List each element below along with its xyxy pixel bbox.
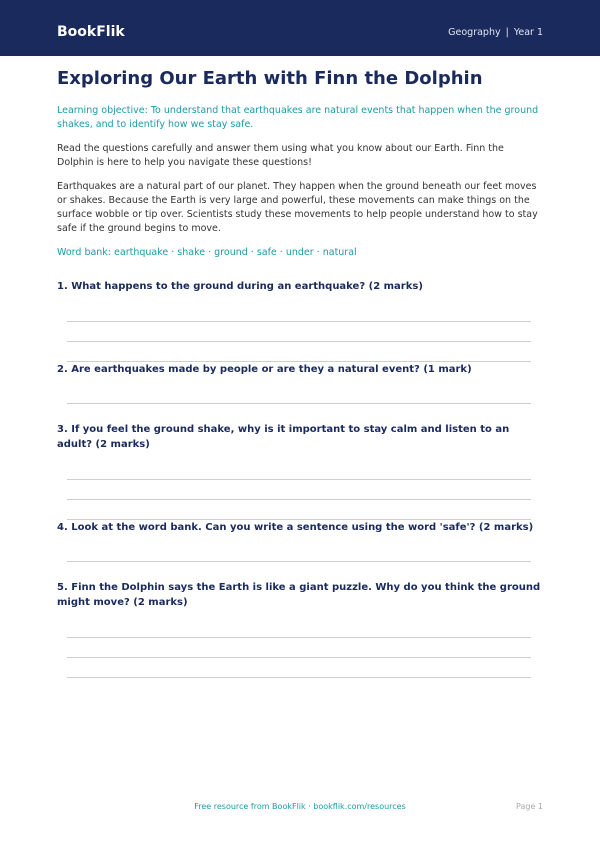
worksheet-content [57,62,543,678]
subject-label: Geography [448,27,501,38]
question-text: 5. Finn the Dolphin says the Earth is like a giant puzzle. Why do you think the ground might move? (2 marks) [57,582,541,608]
answer-line[interactable] [67,403,531,404]
answer-line[interactable] [67,479,531,480]
answer-area[interactable] [67,321,531,362]
question-block [57,362,543,404]
answer-line[interactable] [67,341,531,342]
footer-credit: Free resource from BookFlik · bookflik.com/resources [194,802,406,811]
question-text: 4. Look at the word bank. Can you write a sentence using the word 'safe'? (2 marks) [57,522,534,533]
question-block [57,520,543,562]
answer-line[interactable] [67,637,531,638]
learning-objective: Learning objective: To understand that earthquakes are natural events that happen when the ground shakes, and to identify how we stay safe. [57,105,539,130]
question-text: 2. Are earthquakes made by people or are they a natural event? (1 mark) [57,364,472,375]
brand-logo-text: BookFlik [57,24,125,40]
question-block [57,580,543,678]
question-block [57,422,543,520]
meta-separator: | [505,27,509,38]
question-text: 1. What happens to the ground during an earthquake? (2 marks) [57,281,423,292]
reading-passage: Earthquakes are a natural part of our planet. They happen when the ground beneath our feet moves or shakes. Because the Earth is very large and powerful, these movements can make things on the surface wobble or tip over. Scientists study these movements to help people understand how to stay safe if the ground begins to move. [57,181,538,234]
page-title: Exploring Our Earth with Finn the Dolphin [57,68,483,89]
word-bank: Word bank: earthquake · shake · ground · safe · under · natural [57,247,357,258]
answer-line[interactable] [67,677,531,678]
instructions-text: Read the questions carefully and answer them using what you know about our Earth. Finn the Dolphin is here to help you navigate these questions! [57,143,504,168]
page-number: Page 1 [516,802,543,811]
answer-area[interactable] [67,561,531,562]
year-label: Year 1 [513,27,543,38]
question-block [57,279,543,362]
answer-area[interactable] [67,637,531,678]
header-bar [0,0,600,56]
answer-line[interactable] [67,561,531,562]
header-meta [448,27,543,39]
answer-area[interactable] [67,479,531,520]
answer-area[interactable] [67,403,531,404]
answer-line[interactable] [67,321,531,322]
answer-line[interactable] [67,499,531,500]
answer-line[interactable] [67,657,531,658]
question-text: 3. If you feel the ground shake, why is it important to stay calm and listen to an adult? (2 marks) [57,424,510,450]
